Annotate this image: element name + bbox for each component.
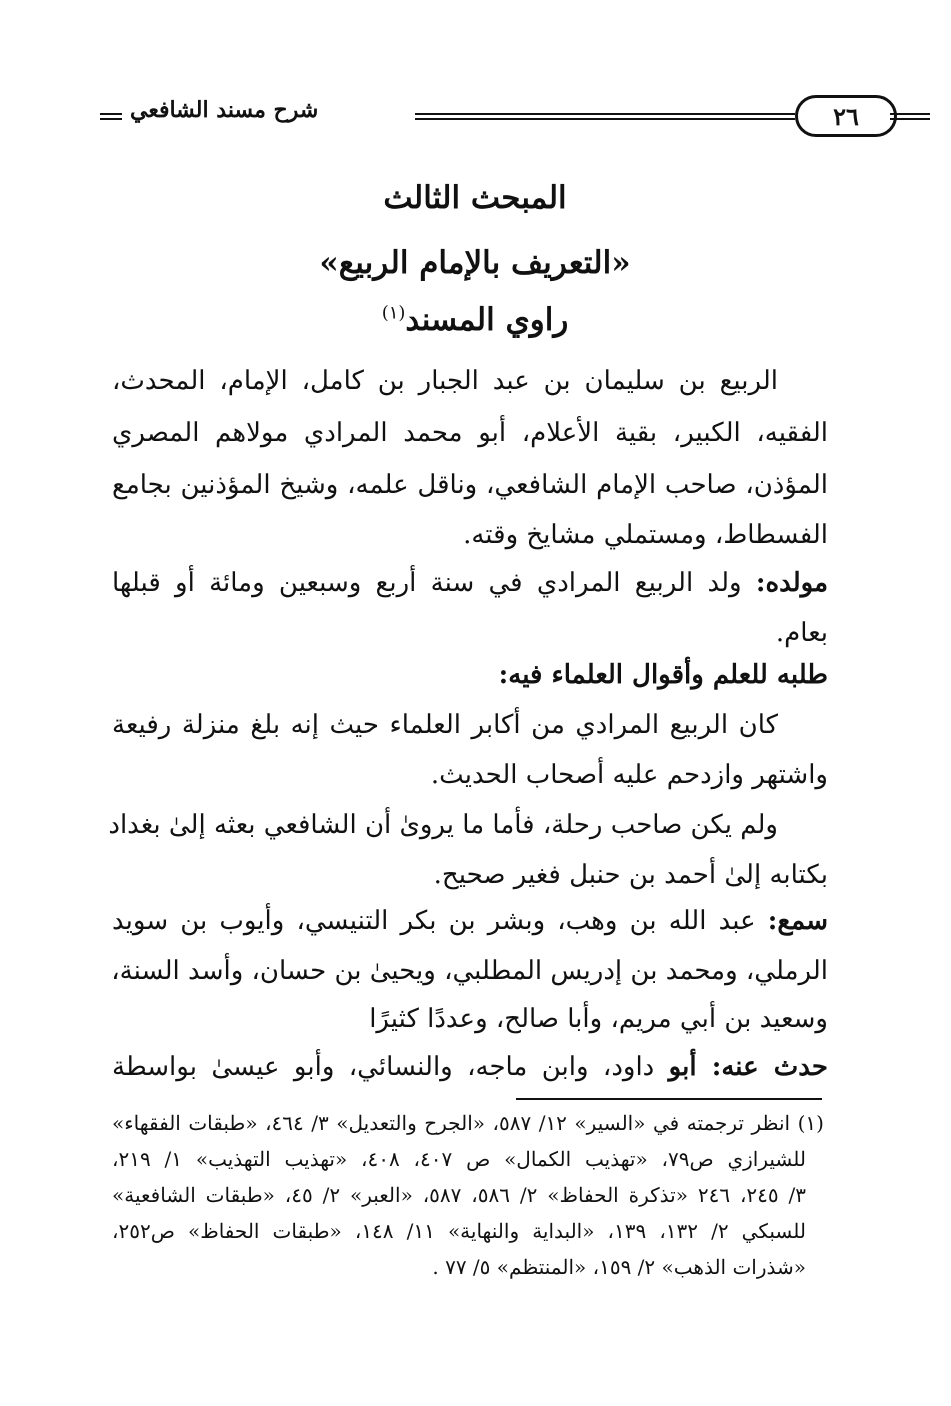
- body-line: ولم يكن صاحب رحلة، فأما ما يروىٰ أن الشافعي بعثه إلىٰ بغداد: [108, 810, 778, 840]
- body-line: الفقيه، الكبير، بقية الأعلام، أبو محمد المرادي مولاهم المصري: [112, 418, 828, 448]
- footnote-line: «شذرات الذهب» ٢/ ١٥٩، «المنتظم» ٥/ ٧٧ .: [432, 1255, 806, 1279]
- body-line: [112, 906, 828, 936]
- running-header: [100, 95, 859, 143]
- narrated-label: حدث عنه:: [711, 1052, 828, 1082]
- body-line: بكتابه إلىٰ أحمد بن حنبل فغير صحيح.: [433, 860, 828, 890]
- section-heading: المبحث الثالث: [383, 180, 567, 216]
- header-rule: [890, 113, 930, 120]
- narrated-text: داود، وابن ماجه، والنسائي، وأبو عيسىٰ بواسطة: [112, 1052, 669, 1082]
- header-rule: [415, 113, 795, 120]
- heard-label: سمع:: [767, 906, 828, 936]
- header-rule: [100, 113, 122, 120]
- footnote-separator: [516, 1098, 822, 1100]
- body-line: [112, 568, 828, 598]
- page-number: ٢٦: [795, 95, 897, 137]
- body-line: واشتهر وازدحم عليه أصحاب الحديث.: [430, 760, 828, 790]
- footnote-line: ٣/ ٢٤٥، ٢٤٦ «تذكرة الحفاظ» ٢/ ٥٨٦، ٥٨٧، «العبر» ٢/ ٤٥، «طبقات الشافعية»: [112, 1183, 807, 1207]
- footnote-line: للشيرازي ص٧٩، «تهذيب الكمال» ص ٤٠٧، ٤٠٨، «تهذيب التهذيب» ١/ ٢١٩،: [112, 1147, 806, 1171]
- book-title: شرح مسند الشافعي: [130, 97, 319, 123]
- body-line: الرملي، ومحمد بن إدريس المطلبي، ويحيىٰ بن حسان، وأسد السنة،: [111, 956, 828, 986]
- footnote-line: (١) انظر ترجمته في «السير» ١٢/ ٥٨٧، «الجرح والتعديل» ٣/ ٤٦٤، «طبقات الفقهاء»: [112, 1111, 824, 1135]
- chapter-title: «التعريف بالإمام الربيع»: [319, 245, 631, 281]
- body-line: المؤذن، صاحب الإمام الشافعي، وناقل علمه، وشيخ المؤذنين بجامع: [112, 470, 828, 500]
- body-line: وسعيد بن أبي مريم، وأبا صالح، وعددًا كثيرًا: [369, 1004, 828, 1034]
- footnote-marker: (١): [381, 302, 406, 324]
- birth-label: مولده:: [755, 568, 828, 598]
- footnote-line: للسبكي ٢/ ١٣٢، ١٣٩، «البداية والنهاية» ١١/ ١٤٨، «طبقات الحفاظ» ص٢٥٢،: [112, 1219, 806, 1243]
- subsection-heading: طلبه للعلم وأقوال العلماء فيه:: [498, 660, 828, 690]
- body-line: بعام.: [775, 618, 828, 648]
- chapter-subtitle: [100, 302, 850, 338]
- body-line: الفسطاط، ومستملي مشايخ وقته.: [463, 520, 828, 550]
- birth-text: ولد الربيع المرادي في سنة أربع وسبعين ومائة أو قبلها: [112, 568, 756, 598]
- body-line: الربيع بن سليمان بن عبد الجبار بن كامل، الإمام، المحدث،: [112, 366, 778, 396]
- body-line: كان الربيع المرادي من أكابر العلماء حيث إنه بلغ منزلة رفيعة: [112, 710, 778, 740]
- narrated-name-start: أبو: [668, 1052, 712, 1082]
- subtitle-text: راوي المسند: [405, 302, 569, 338]
- heard-text: عبد الله بن وهب، وبشر بن بكر التنيسي، وأيوب بن سويد: [112, 906, 768, 936]
- body-line: [112, 1052, 828, 1082]
